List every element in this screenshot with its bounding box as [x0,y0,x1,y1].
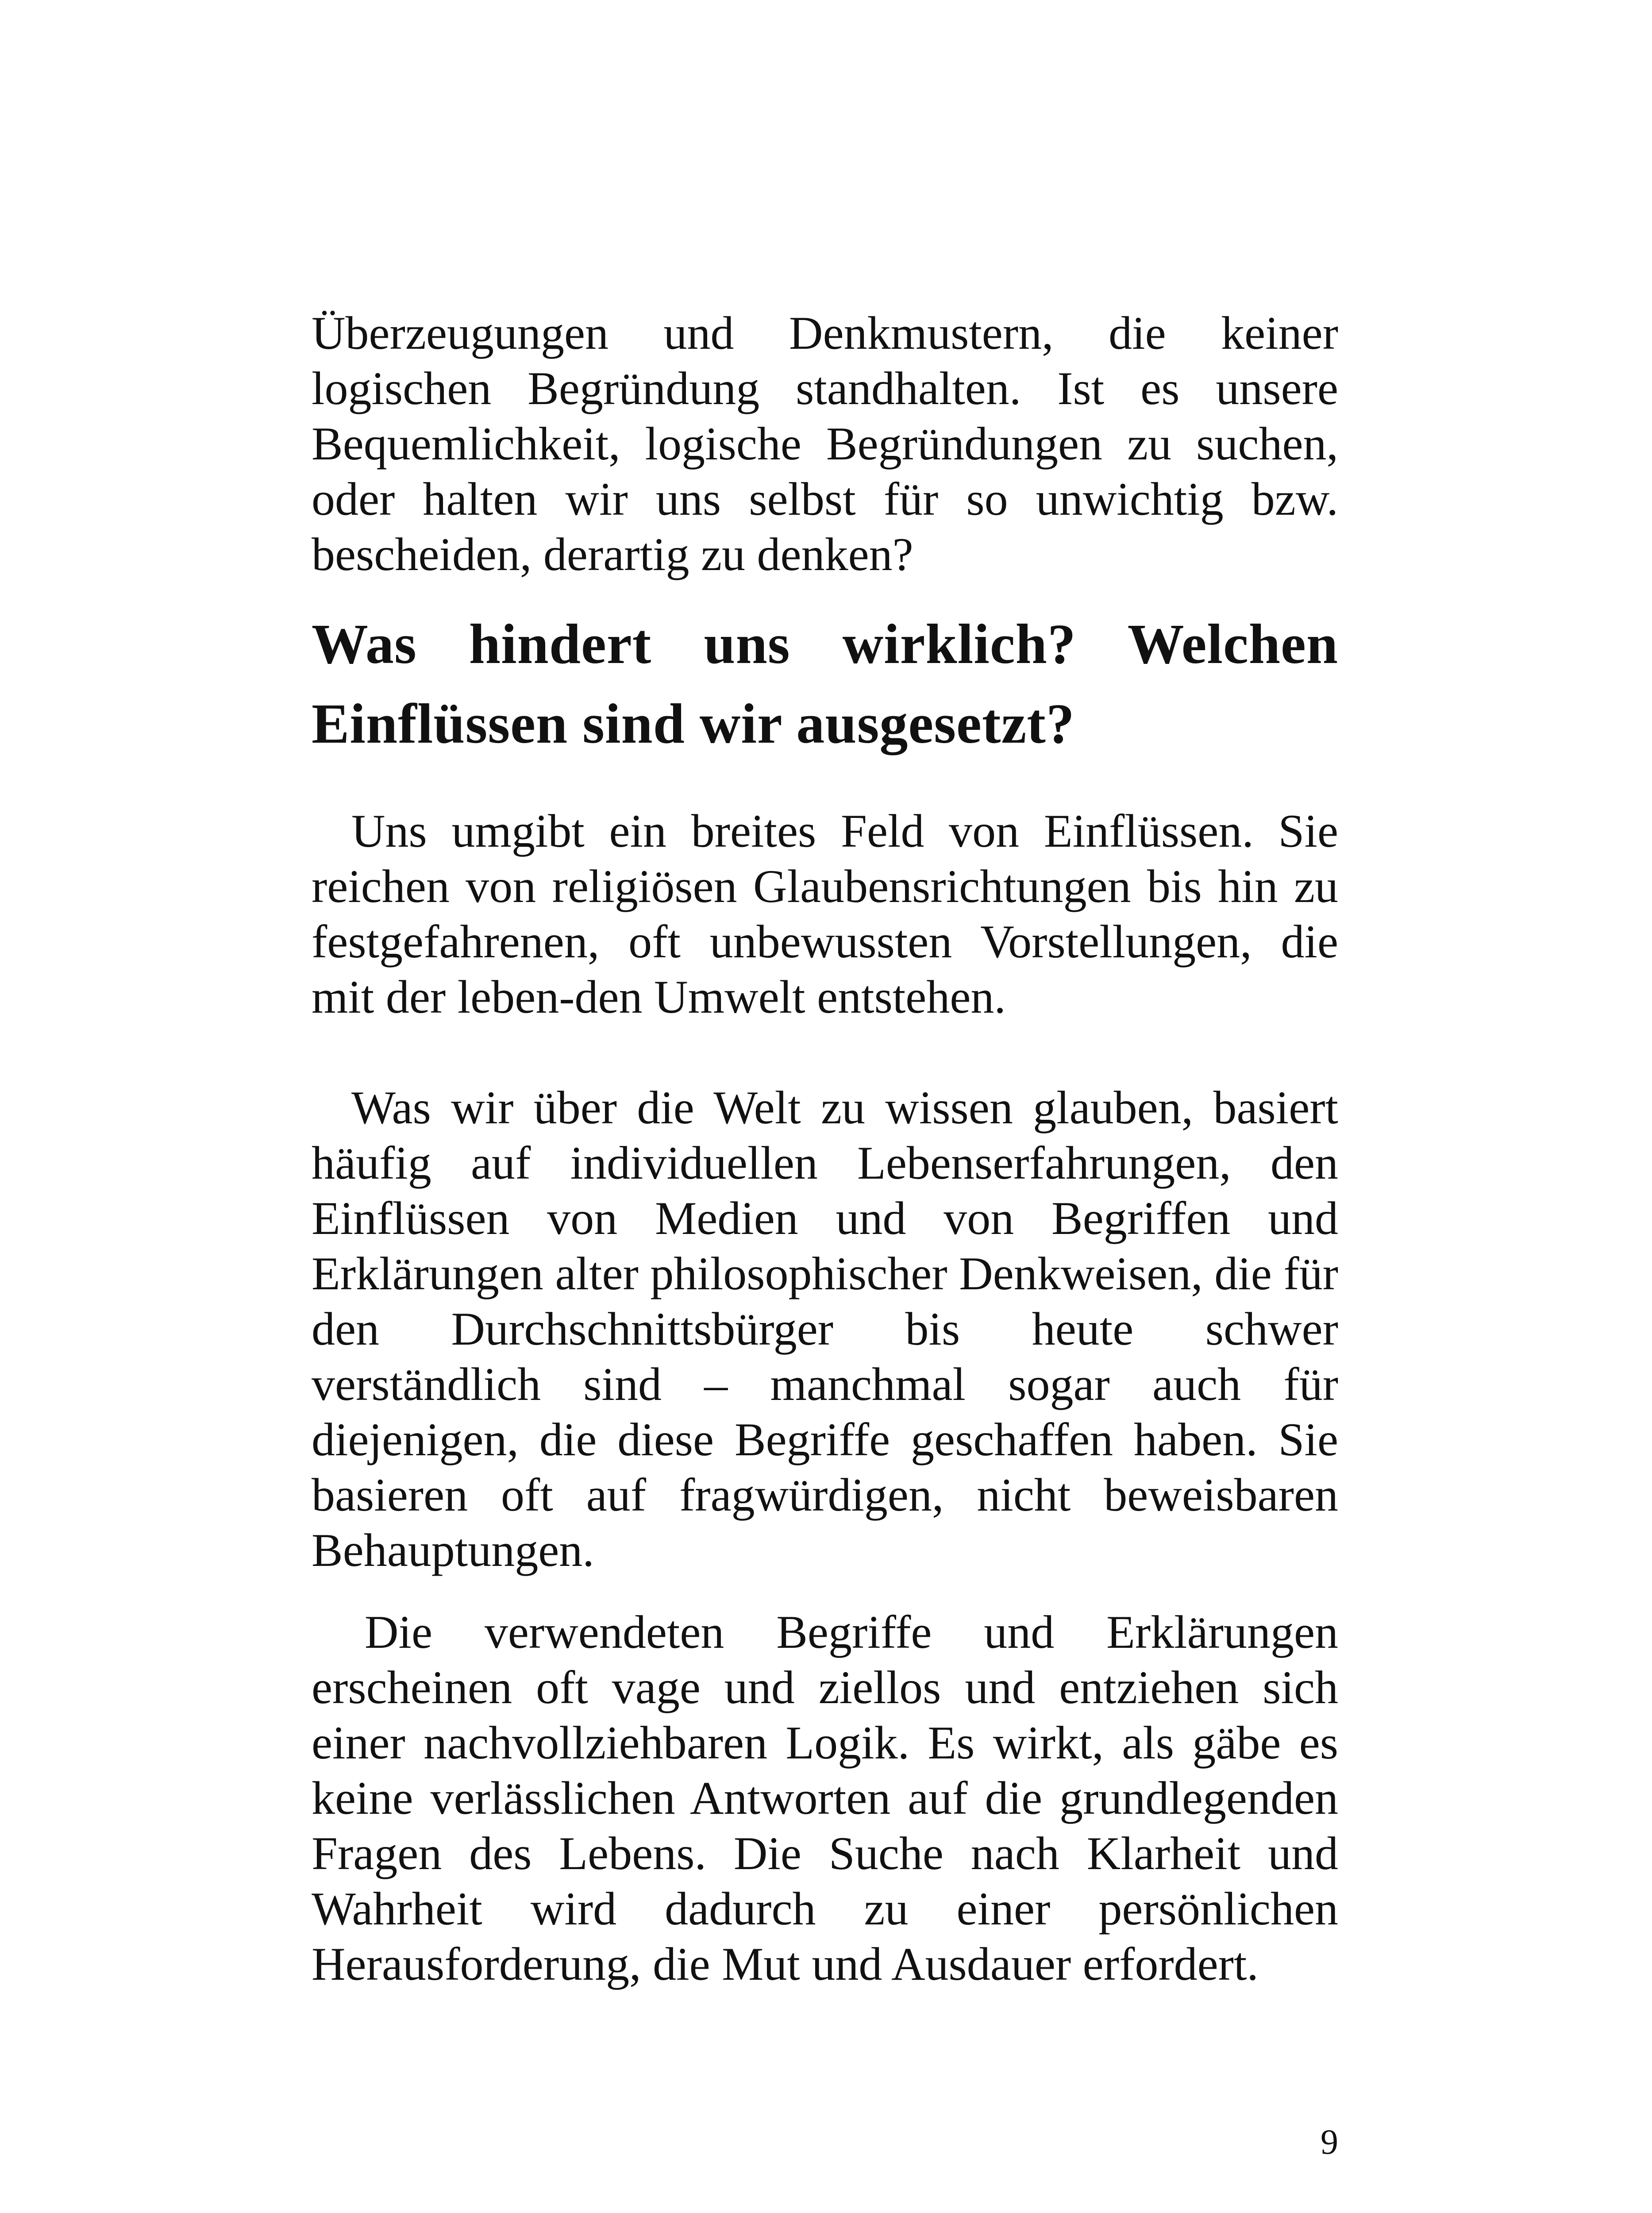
page-number: 9 [1321,2123,1338,2162]
section-heading: Was hindert uns wirklich? Welchen Einflüssen sind wir ausgesetzt? [312,613,1338,755]
paragraph-influences: Uns umgibt ein breites Feld von Einflüssen. Sie reichen von religiösen Glaubensrichtungen bis hin zu festgefahrenen, oft unbewussten Vorstellungen, die mit der leben-den Umwelt entstehen. [312,805,1338,1023]
paragraph-terms-explanations: Die verwendeten Begriffe und Erklärungen erscheinen oft vage und ziellos und entziehen sich einer nachvollziehbaren Logik. Es wirkt, als gäbe es keine verlässlichen Antworten auf die grundlegenden Fragen des Lebens. Die Suche nach Klarheit und Wahrheit wird dadurch zu einer persönlichen Herausforderung, die Mut und Ausdauer erfordert. [312,1606,1338,1990]
text-column [312,305,1338,1992]
paragraph-continuation: Überzeugungen und Denkmustern, die keiner logischen Begründung standhalten. Ist es unsere Bequemlichkeit, logische Begründungen zu suchen, oder halten wir uns selbst für so unwichtig bzw. bescheiden, derartig zu denken? [312,307,1338,580]
paragraph-world-knowledge: Was wir über die Welt zu wissen glauben, basiert häufig auf individuellen Lebenserfahrungen, den Einflüssen von Medien und von Begriffen und Erklärungen alter philosophischer Denkweisen, die für den Durchschnittsbürger bis heute schwer verständlich sind – manchmal sogar auch für diejenigen, die diese Begriffe geschaffen haben. Sie basieren oft auf fragwürdigen, nicht beweisbaren Behauptungen. [312,1082,1338,1576]
